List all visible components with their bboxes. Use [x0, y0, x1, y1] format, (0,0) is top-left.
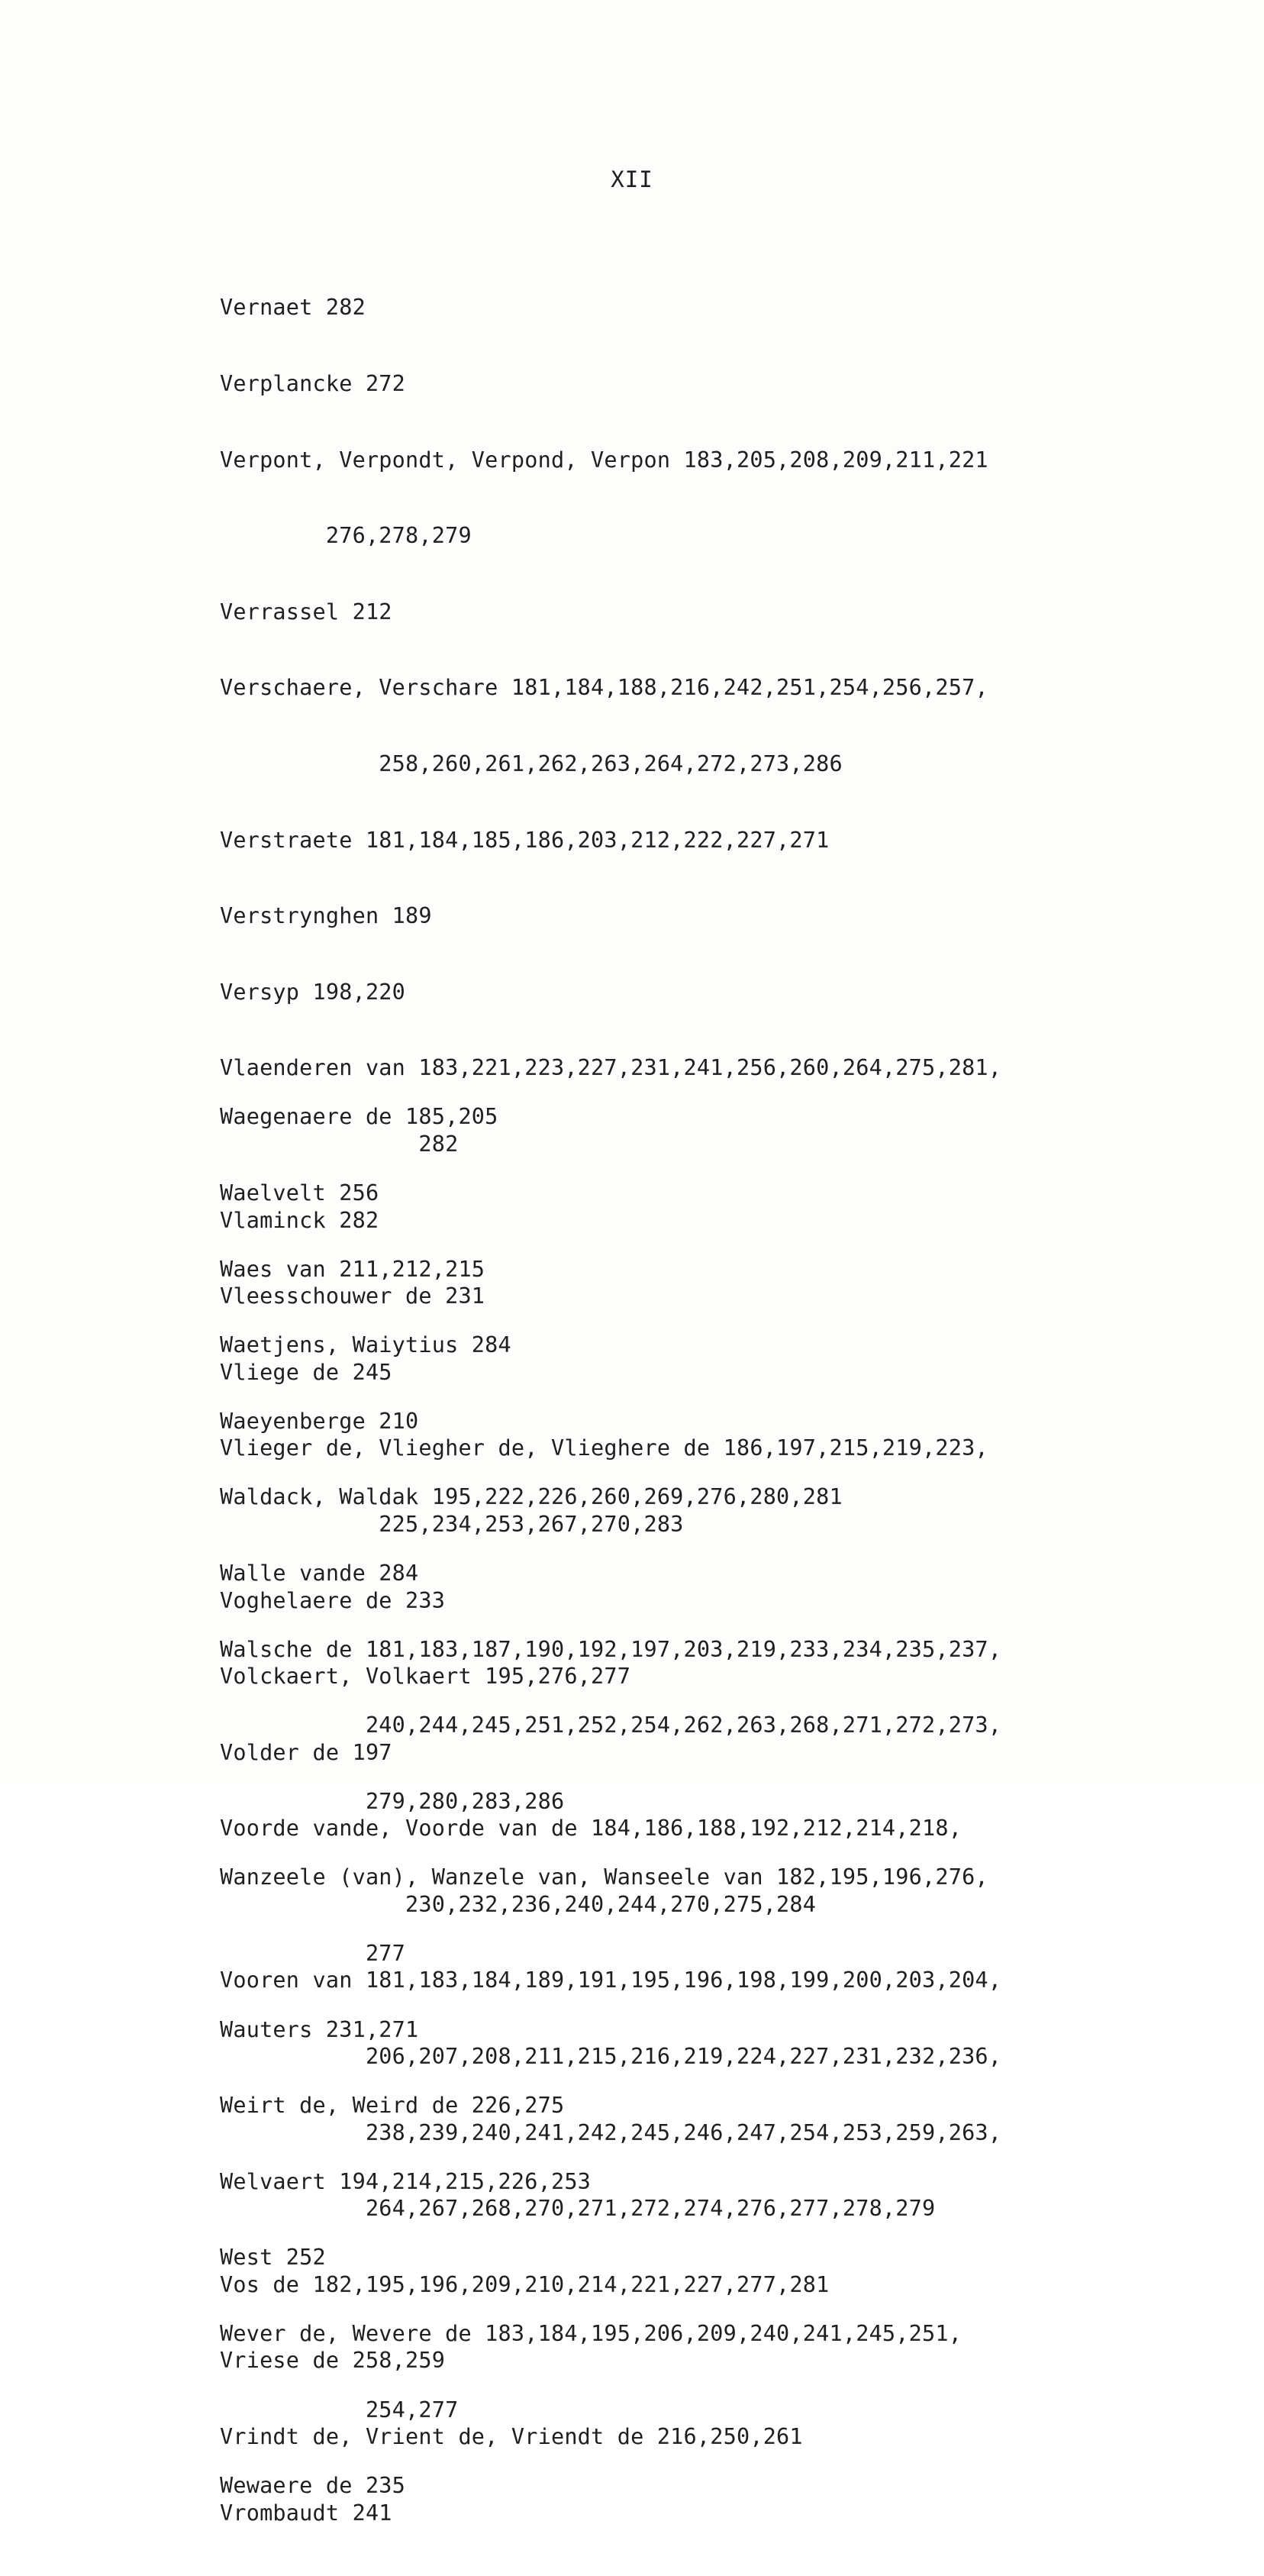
index-entry: Vernaet 282: [220, 295, 366, 321]
index-entry: Vleesschouwer de 231: [220, 1283, 485, 1309]
index-entry-continuation: 230,232,236,240,244,270,275,284: [220, 1891, 817, 1917]
index-entry-continuation: 206,207,208,211,215,216,219,224,227,231,232,236,: [220, 2044, 1002, 2070]
index-entry: Vooren van 181,183,184,189,191,195,196,198,199,200,203,204,: [220, 1968, 1002, 1993]
index-entry: Wever de, Wevere de 183,184,195,206,209,240,241,245,251,: [220, 2320, 963, 2346]
index-entry: Voorde vande, Voorde van de 184,186,188,192,212,214,218,: [220, 1816, 963, 1842]
index-entry: Walle vande 284: [220, 1560, 419, 1586]
index-entry: Volder de 197: [220, 1739, 392, 1765]
index-entry-continuation: 225,234,253,267,270,283: [220, 1511, 684, 1537]
index-entry-continuation: 238,239,240,241,242,245,246,247,254,253,259,263,: [220, 2119, 1002, 2145]
index-entry-continuation: 277: [220, 1940, 406, 1966]
index-entry: Walsche de 181,183,187,190,192,197,203,219,233,234,235,237,: [220, 1636, 1002, 1662]
index-entry: Wauters 231,271: [220, 2016, 419, 2042]
index-entry: Verplancke 272: [220, 371, 406, 396]
index-section-w: [220, 1054, 1001, 2549]
index-entry-continuation: 276,278,279: [220, 523, 472, 549]
index-entry: Vlieger de, Vliegher de, Vlieghere de 186,197,215,219,223,: [220, 1435, 988, 1461]
index-entry: Voghelaere de 233: [220, 1587, 446, 1613]
index-entry: Verschaere, Verschare 181,184,188,216,242,251,254,256,257,: [220, 675, 988, 701]
index-entry-continuation: 240,244,245,251,252,254,262,263,268,271,272,273,: [220, 1712, 1002, 1738]
index-entry-continuation: 279,280,283,286: [220, 1788, 565, 1814]
index-entry: Vlaenderen van 183,221,223,227,231,241,256,260,264,275,281,: [220, 1055, 1002, 1081]
index-entry: Volckaert, Volkaert 195,276,277: [220, 1664, 631, 1690]
index-entry: Welvaert 194,214,215,226,253: [220, 2168, 592, 2194]
index-entry: Vrombaudt 241: [220, 2500, 392, 2526]
index-entry: Versyp 198,220: [220, 979, 406, 1005]
index-entry: West 252: [220, 2245, 326, 2271]
index-entry: Vlaminck 282: [220, 1207, 379, 1233]
index-entry: Verstraete 181,184,185,186,203,212,222,227,271: [220, 827, 830, 853]
index-entry-continuation: 282: [220, 1131, 459, 1157]
index-entry: Wanzeele (van), Wanzele van, Wanseele van 182,195,196,276,: [220, 1864, 988, 1890]
index-entry-continuation: 258,260,261,262,263,264,272,273,286: [220, 751, 843, 776]
index-entry: Vriese de 258,259: [220, 2348, 446, 2374]
index-entry: Waes van 211,212,215: [220, 1256, 485, 1282]
index-entry: Verpont, Verpondt, Verpond, Verpon 183,205,208,209,211,221: [220, 447, 988, 473]
index-entry: Waldack, Waldak 195,222,226,260,269,276,280,281: [220, 1484, 843, 1510]
index-entry: Waetjens, Waiytius 284: [220, 1332, 511, 1358]
index-entry: Vliege de 245: [220, 1359, 392, 1385]
index-entry-continuation: 264,267,268,270,271,272,274,276,277,278,279: [220, 2196, 936, 2222]
index-entry: Vos de 182,195,196,209,210,214,221,227,277,281: [220, 2271, 830, 2297]
page-number: XII: [611, 166, 653, 192]
index-entry: Verrassel 212: [220, 599, 392, 625]
index-entry-continuation: 254,277: [220, 2397, 459, 2423]
index-entry: Wewaere de 235: [220, 2473, 406, 2499]
index-entry: Waelvelt 256: [220, 1180, 379, 1206]
index-entry: Vrindt de, Vrient de, Vriendt de 216,250,261: [220, 2424, 803, 2450]
index-entry: Waeyenberge 210: [220, 1408, 419, 1434]
index-entry: Waegenaere de 185,205: [220, 1104, 498, 1130]
index-entry: Weirt de, Weird de 226,275: [220, 2093, 565, 2119]
index-entry: Verstrynghen 189: [220, 903, 432, 929]
